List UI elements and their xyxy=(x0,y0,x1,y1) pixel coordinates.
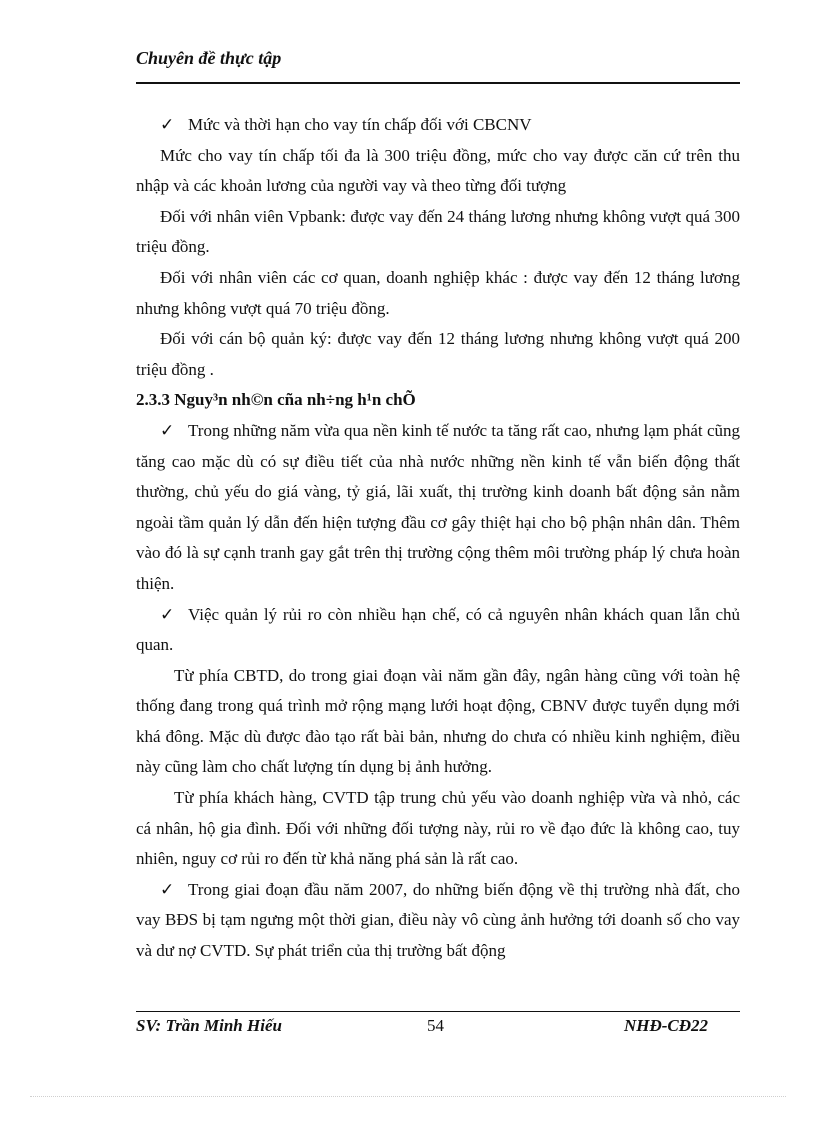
page-footer xyxy=(136,1016,740,1042)
paragraph-text: Việc quản lý rủi ro còn nhiều hạn chế, có cả nguyên nhân khách quan lẫn chủ quan. xyxy=(136,604,740,655)
paragraph: Đối với nhân viên Vpbank: được vay đến 24 tháng lương nhưng không vượt quá 300 triệu đồng. xyxy=(136,206,740,257)
paragraph: Đối với cán bộ quản ký: được vay đến 12 tháng lương nhưng không vượt quá 200 triệu đồng . xyxy=(136,329,740,379)
paragraph: Đối với nhân viên các cơ quan, doanh nghiệp khác : được vay đến 12 tháng lương nhưng không vượt quá 70 triệu đồng. xyxy=(136,267,740,318)
footer-page-number: 54 xyxy=(427,1016,444,1035)
bullet-paragraph xyxy=(136,416,740,600)
paragraph-text: Trong những năm vừa qua nền kinh tế nước ta tăng rất cao, nhưng lạm phát cũng tăng cao mặc dù có sự điều tiết của nhà nước những nền kinh tế vẫn biến động thất thường, chủ yếu do giá vàng, tỷ giá, lãi xuất, thị trường kinh doanh bất động sản nằm ngoài tầm quản lý dẫn đến hiện tượng đầu cơ gây thiệt hại cho bộ phận nhân dân. Thêm vào đó là sự cạnh tranh gay gắt trên thị trường cộng thêm môi trường pháp lý chưa hoàn thiện. xyxy=(136,420,740,593)
document-body xyxy=(136,110,740,967)
check-icon: ✓ xyxy=(160,420,175,440)
paragraph-text: Trong giai đoạn đầu năm 2007, do những biến động về thị trường nhà đất, cho vay BĐS bị tạm ngưng một thời gian, điều này vô cùng ảnh hưởng tới doanh số cho vay và dư nợ CVTD. Sự phát triển của thị trường bất động xyxy=(136,879,740,961)
bullet-paragraph xyxy=(136,600,740,661)
check-icon: ✓ xyxy=(160,115,175,134)
paragraph-text: Mức và thời hạn cho vay tín chấp đối với CBCNV xyxy=(188,115,532,134)
page-header-title: Chuyên đề thực tập xyxy=(136,48,282,68)
paragraph: Từ phía khách hàng, CVTD tập trung chủ yếu vào doanh nghiệp vừa và nhỏ, các cá nhân, hộ gia đình. Đối với những đối tượng này, rủi ro về đạo đức là không cao, tuy nhiên, nguy cơ rủi ro đến từ khả năng phá sản là rất cao. xyxy=(136,788,740,869)
bullet-paragraph xyxy=(136,875,740,967)
bullet-paragraph xyxy=(136,110,740,141)
section-heading: 2.3.3 Nguy³n nh©n cña nh÷ng h¹n chÕ xyxy=(136,390,416,410)
footer-class-code: NHĐ-CĐ22 xyxy=(623,1016,708,1035)
header-rule xyxy=(136,82,740,84)
footer-rule xyxy=(136,1011,740,1012)
check-icon: ✓ xyxy=(160,604,175,624)
paragraph: Từ phía CBTD, do trong giai đoạn vài năm gần đây, ngân hàng cũng với toàn hệ thống đang trong quá trình mở rộng mạng lưới hoạt động, CBNV được tuyển dụng mới khá đông. Mặc dù được đào tạo rất bài bản, nhưng do chưa có nhiều kinh nghiệm, điều này cũng làm cho chất lượng tín dụng bị ảnh hưởng. xyxy=(136,665,740,777)
page-bottom-dotted-line xyxy=(30,1096,786,1097)
footer-student-name: SV: Trần Minh Hiếu xyxy=(136,1016,282,1035)
check-icon: ✓ xyxy=(160,879,175,899)
paragraph: Mức cho vay tín chấp tối đa là 300 triệu đồng, mức cho vay được căn cứ trên thu nhập và các khoản lương của người vay và theo từng đối tượng xyxy=(136,145,740,196)
